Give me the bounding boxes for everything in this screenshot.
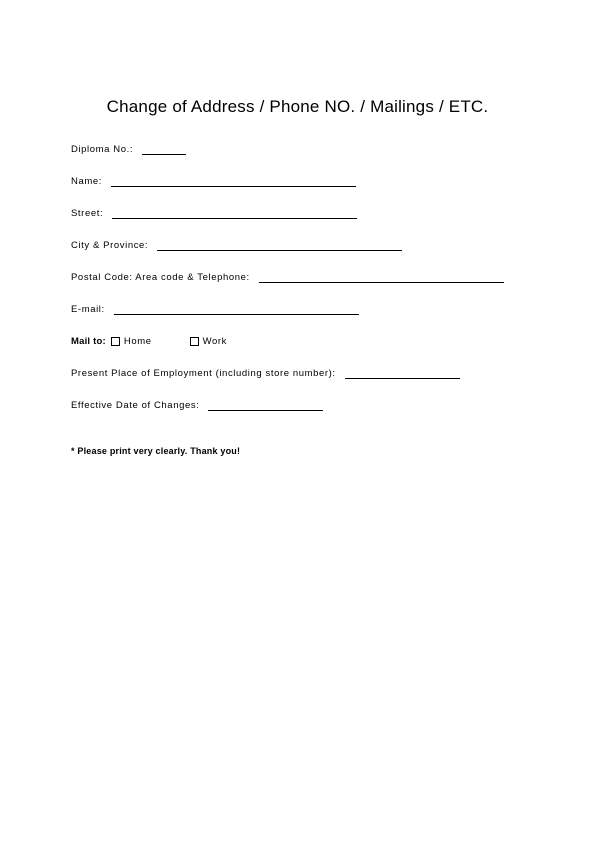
email-field[interactable]: [114, 314, 359, 315]
diploma-number-field[interactable]: [142, 154, 186, 155]
street-label: Street:: [71, 208, 104, 219]
postal-telephone-field[interactable]: [259, 282, 504, 283]
city-province-label: City & Province:: [71, 240, 149, 251]
employment-field[interactable]: [345, 378, 460, 379]
employment-label: Present Place of Employment (including store number):: [71, 368, 336, 379]
city-province-row: [71, 238, 402, 252]
diploma-number-row: [71, 142, 186, 156]
email-row: [71, 302, 359, 316]
work-checkbox[interactable]: [190, 337, 199, 346]
effective-date-label: Effective Date of Changes:: [71, 400, 200, 411]
diploma-number-label: Diploma No.:: [71, 144, 134, 155]
postal-telephone-row: [71, 270, 504, 284]
postal-telephone-label: Postal Code: Area code & Telephone:: [71, 272, 250, 283]
effective-date-field[interactable]: [208, 410, 323, 411]
name-row: [71, 174, 356, 188]
home-option-label: Home: [123, 336, 152, 347]
employment-row: [71, 366, 460, 380]
email-label: E-mail:: [71, 304, 105, 315]
home-checkbox[interactable]: [111, 337, 120, 346]
effective-date-row: [71, 398, 323, 412]
street-row: [71, 206, 357, 220]
page-title: Change of Address / Phone NO. / Mailings / ETC.: [106, 97, 489, 116]
work-option-label: Work: [202, 336, 228, 347]
name-label: Name:: [71, 176, 102, 187]
print-clearly-note: * Please print very clearly. Thank you!: [71, 446, 241, 456]
mail-to-row: [71, 334, 227, 348]
street-field[interactable]: [112, 218, 357, 219]
mail-to-label: Mail to:: [71, 336, 106, 347]
name-field[interactable]: [111, 186, 356, 187]
city-province-field[interactable]: [157, 250, 402, 251]
